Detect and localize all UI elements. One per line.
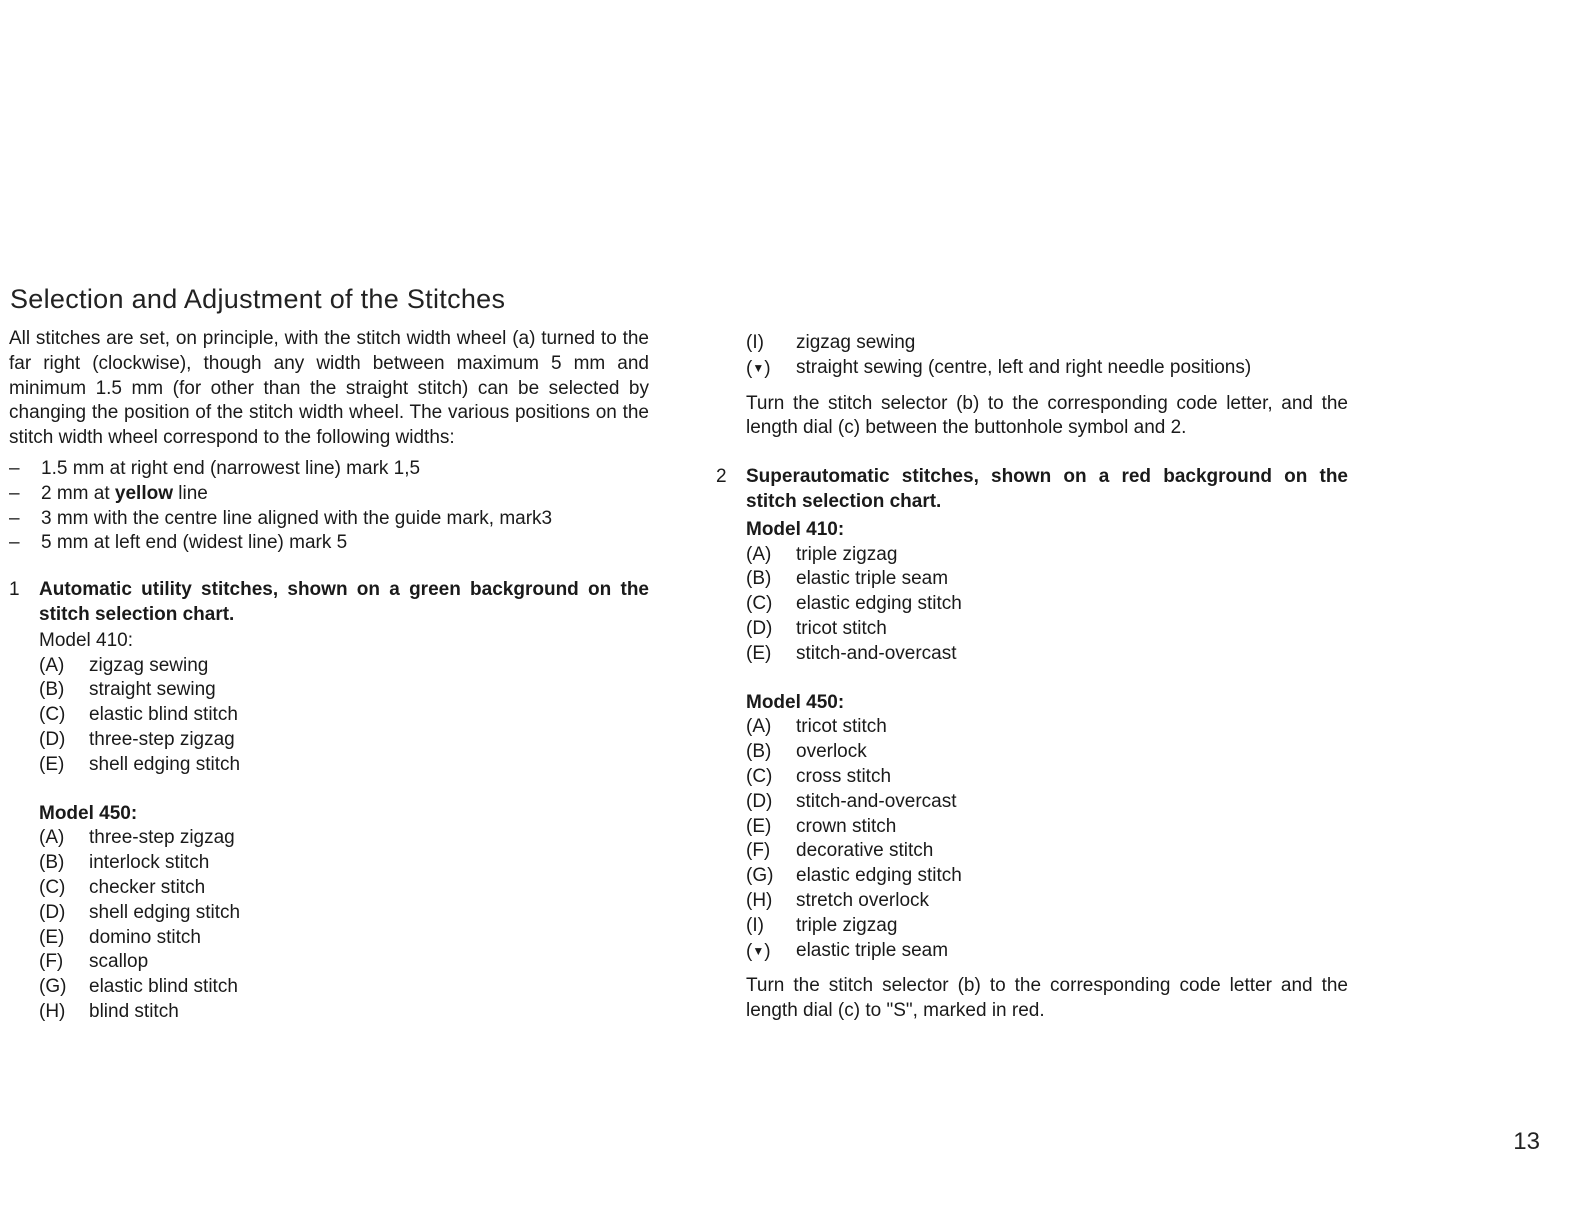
stitch-name: elastic blind stitch	[89, 976, 238, 998]
width-item	[9, 531, 649, 556]
code-letter: (C)	[39, 704, 66, 726]
section-2	[716, 465, 1348, 1024]
dash-bullet: –	[9, 457, 20, 479]
model-label: Model 410:	[746, 518, 845, 540]
instruction-paragraph: Turn the stitch selector (b) to the corresponding code letter and the length dial (c) to "S", marked in red.	[746, 975, 1348, 1022]
stitch-name: straight sewing (centre, left and right needle positions)	[796, 356, 1252, 378]
list-item	[39, 753, 649, 778]
paren: (	[746, 357, 753, 379]
code-letter: (B)	[39, 679, 65, 701]
code-letter: (C)	[746, 593, 773, 615]
list-item	[746, 331, 1348, 356]
stitch-name: crown stitch	[796, 815, 897, 837]
code-letter	[746, 939, 796, 965]
width-item	[9, 482, 649, 507]
code-letter: (A)	[39, 827, 65, 849]
stitch-name: tricot stitch	[796, 716, 887, 738]
list-item	[746, 543, 1348, 568]
stitch-list-410	[746, 543, 1348, 667]
list-item	[39, 728, 649, 753]
stitch-name: elastic edging stitch	[796, 593, 962, 615]
section-heading: Automatic utility stitches, shown on a green background on the stitch selection chart.	[39, 579, 649, 625]
list-item	[39, 926, 649, 951]
code-letter: (B)	[746, 741, 772, 763]
code-letter: (I)	[746, 332, 764, 353]
page-title: Selection and Adjustment of the Stitches	[10, 284, 506, 314]
code-letter: (E)	[746, 815, 772, 837]
list-item	[39, 703, 649, 728]
stitch-name: stretch overlock	[796, 889, 930, 911]
list-item	[746, 765, 1348, 790]
triangle-down-icon: ▼	[752, 943, 765, 958]
page-number: 13	[1513, 1128, 1540, 1155]
stitch-name: scallop	[89, 951, 149, 973]
stitch-name: stitch-and-overcast	[796, 642, 957, 664]
code-letter: (C)	[746, 765, 773, 787]
list-item	[39, 678, 649, 703]
code-letter: (B)	[39, 852, 65, 874]
code-letter: (E)	[39, 753, 65, 775]
code-letter: (H)	[39, 1000, 66, 1022]
section-1-continued	[746, 331, 1348, 441]
stitch-list-410	[39, 654, 649, 778]
code-letter: (C)	[39, 876, 66, 898]
code-letter: (G)	[39, 976, 67, 998]
left-column	[9, 327, 649, 1025]
list-item	[746, 889, 1348, 914]
stitch-name: interlock stitch	[89, 852, 210, 874]
width-item	[9, 457, 649, 482]
list-item	[746, 715, 1348, 740]
code-letter: (E)	[746, 642, 772, 664]
list-item	[39, 950, 649, 975]
code-letter: (D)	[39, 728, 66, 750]
code-letter: (E)	[39, 926, 65, 948]
list-item	[746, 592, 1348, 617]
code-letter: (I)	[746, 914, 764, 936]
yellow-emphasis: yellow	[114, 482, 173, 504]
section-heading: Superautomatic stitches, shown on a red background on the stitch selection chart.	[746, 466, 1348, 512]
stitch-name: stitch-and-overcast	[796, 790, 957, 812]
code-letter: (A)	[39, 654, 65, 676]
width-text: 3 mm with the centre line aligned with the guide mark, mark3	[41, 507, 553, 529]
code-letter: (D)	[746, 790, 773, 812]
width-text: 1.5 mm at right end (narrowest line) mark 1,5	[41, 457, 421, 479]
width-text-part: line	[172, 482, 208, 504]
code-letter: (D)	[39, 901, 66, 923]
dash-bullet: –	[9, 482, 20, 504]
stitch-name: blind stitch	[89, 1000, 179, 1022]
list-item	[746, 567, 1348, 592]
width-text: 5 mm at left end (widest line) mark 5	[41, 532, 348, 554]
stitch-name: overlock	[796, 741, 867, 763]
code-letter: (F)	[39, 951, 64, 973]
stitch-name: straight sewing	[89, 679, 216, 701]
list-item	[746, 740, 1348, 765]
list-item	[746, 914, 1348, 939]
stitch-name: three-step zigzag	[89, 728, 235, 750]
stitch-name: elastic blind stitch	[89, 704, 238, 726]
section-number: 2	[716, 466, 727, 488]
code-letter: (H)	[746, 889, 773, 911]
width-text-part: 2 mm at	[41, 482, 115, 504]
stitch-name: tricot stitch	[796, 617, 887, 639]
width-text	[41, 482, 208, 507]
stitch-name: elastic triple seam	[796, 568, 949, 590]
list-item	[39, 975, 649, 1000]
list-item	[39, 901, 649, 926]
width-list	[9, 457, 649, 556]
list-item	[39, 876, 649, 901]
stitch-name: domino stitch	[89, 926, 201, 948]
stitch-name: shell edging stitch	[89, 753, 241, 775]
list-item	[746, 356, 1348, 382]
section-number: 1	[9, 579, 20, 601]
list-item	[746, 617, 1348, 642]
list-item	[39, 654, 649, 679]
stitch-name: zigzag sewing	[89, 654, 209, 676]
width-item	[9, 507, 649, 532]
model-label: Model 410:	[39, 629, 134, 651]
list-item	[746, 790, 1348, 815]
code-letter: (F)	[746, 840, 771, 862]
paren: )	[764, 357, 771, 379]
stitch-name: cross stitch	[796, 765, 892, 787]
stitch-name: zigzag sewing	[796, 332, 916, 353]
list-item	[39, 1000, 649, 1025]
paren: )	[764, 940, 771, 962]
list-item	[746, 642, 1348, 667]
stitch-name: decorative stitch	[796, 840, 934, 862]
list-item	[39, 851, 649, 876]
code-letter: (D)	[746, 617, 773, 639]
code-letter	[746, 356, 796, 382]
code-letter: (B)	[746, 568, 772, 590]
stitch-name: triple zigzag	[796, 914, 898, 936]
code-letter: (G)	[746, 865, 774, 887]
list-item	[746, 839, 1348, 864]
triangle-down-icon: ▼	[752, 360, 765, 375]
right-column	[716, 331, 1348, 1024]
stitch-name: triple zigzag	[796, 543, 898, 565]
stitch-name: checker stitch	[89, 876, 206, 898]
stitch-name: shell edging stitch	[89, 901, 241, 923]
model-label: Model 450:	[746, 691, 845, 713]
intro-paragraph: All stitches are set, on principle, with the stitch width wheel (a) turned to the far right (clockwise), though any width between maximum 5 mm and minimum 1.5 mm (for other than the straight stitch) can be selected by changing the position of the stitch width wheel. The various positions on the stitch width wheel correspond to the following widths:	[9, 328, 649, 449]
model-label: Model 450:	[39, 802, 138, 824]
paren: (	[746, 940, 753, 962]
list-item	[746, 939, 1348, 965]
list-item	[746, 815, 1348, 840]
stitch-name: three-step zigzag	[89, 827, 235, 849]
stitch-list-450	[39, 826, 649, 1024]
dash-bullet: –	[9, 532, 20, 554]
section-1	[9, 578, 649, 1025]
dash-bullet: –	[9, 507, 20, 529]
code-letter: (A)	[746, 543, 772, 565]
list-item	[746, 864, 1348, 889]
code-letter: (A)	[746, 716, 772, 738]
stitch-list-450	[746, 715, 1348, 964]
list-item	[39, 826, 649, 851]
stitch-name: elastic triple seam	[796, 939, 949, 961]
instruction-paragraph: Turn the stitch selector (b) to the corresponding code letter, and the length dial (c) between the buttonhole symbol and 2.	[746, 392, 1348, 439]
stitch-name: elastic edging stitch	[796, 865, 962, 887]
